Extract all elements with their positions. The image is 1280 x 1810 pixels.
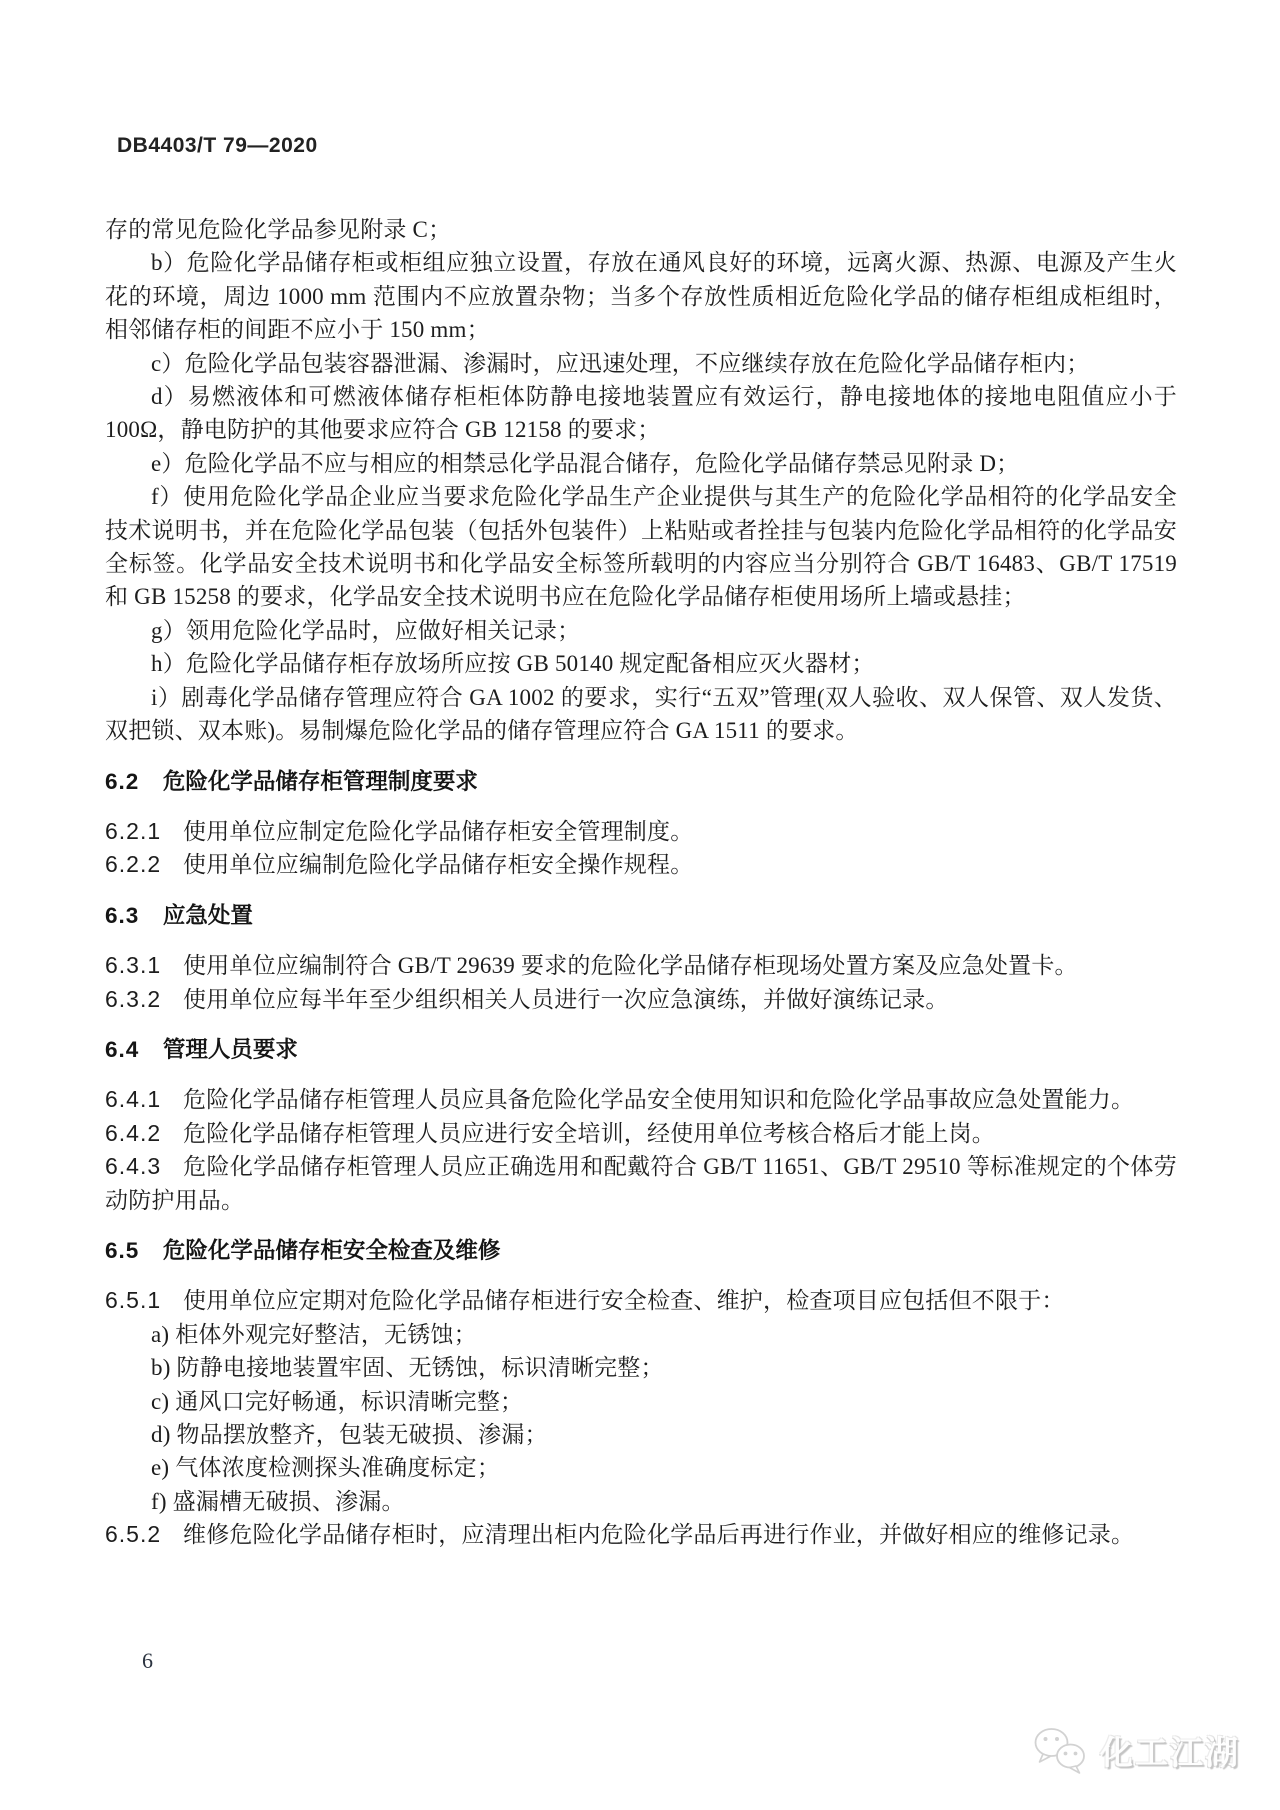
clause-6-5-2 xyxy=(105,1518,1177,1551)
clause-number: 6.2.1 xyxy=(105,817,162,844)
clause-text: 使用单位应编制危险化学品储存柜安全操作规程。 xyxy=(183,852,694,878)
page-number: 6 xyxy=(142,1648,153,1673)
clause-text: 使用单位应每半年至少组织相关人员进行一次应急演练，并做好演练记录。 xyxy=(183,986,949,1012)
list-item-d: d）易燃液体和可燃液体储存柜柜体防静电接地装置应有效运行，静电接地体的接地电阻值应小于 100Ω，静电防护的其他要求应符合 GB 12158 的要求； xyxy=(105,384,1177,443)
clause-number: 6.3.1 xyxy=(105,952,162,979)
clause-number: 6.3.2 xyxy=(105,985,162,1012)
checklist-item-f: f) 盛漏槽无破损、渗漏。 xyxy=(151,1488,405,1514)
clause-text: 危险化学品储存柜管理人员应具备危险化学品安全使用知识和危险化学品事故应急处置能力。 xyxy=(183,1087,1135,1113)
section-heading-6-5 xyxy=(105,1234,1177,1267)
list-item-i: i）剧毒化学品储存管理应符合 GA 1002 的要求，实行“五双”管理(双人验收、双人保管、双人发货、双把锁、双本账)。易制爆危险化学品的储存管理应符合 GA 1511 的要求。 xyxy=(105,684,1177,744)
clause-number: 6.5.2 xyxy=(105,1521,162,1548)
clause-6-3-2 xyxy=(105,983,1177,1016)
clause-6-4-2 xyxy=(105,1117,1177,1150)
clause-text: 维修危险化学品储存柜时，应清理出柜内危险化学品后再进行作业，并做好相应的维修记录。 xyxy=(183,1522,1135,1548)
checklist-item-b: b) 防静电接地装置牢固、无锈蚀，标识清晰完整； xyxy=(151,1355,664,1381)
clause-6-4-1 xyxy=(105,1083,1177,1116)
watermark xyxy=(1031,1726,1240,1774)
standard-code: DB4403/T 79—2020 xyxy=(117,134,318,157)
clause-number: 6.5.1 xyxy=(105,1287,162,1314)
section-heading-6-3 xyxy=(105,899,1177,932)
clause-text: 危险化学品储存柜管理人员应进行安全培训，经使用单位考核合格后才能上岗。 xyxy=(183,1120,995,1146)
watermark-text: 化工江湖 xyxy=(1100,1733,1240,1771)
checklist-item-d: d) 物品摆放整齐，包装无破损、渗漏； xyxy=(151,1422,548,1447)
list-item-h: h）危险化学品储存柜存放场所应按 GB 50140 规定配备相应灭火器材； xyxy=(151,651,875,677)
section-number: 6.5 xyxy=(105,1237,140,1263)
document-body xyxy=(105,213,1177,1552)
section-number: 6.3 xyxy=(105,902,140,928)
section-title: 管理人员要求 xyxy=(162,1036,298,1062)
clause-number: 6.4.1 xyxy=(105,1086,162,1113)
list-item-g: g）领用危险化学品时，应做好相关记录； xyxy=(151,617,581,643)
clause-6-2-1 xyxy=(105,815,1177,848)
section-number: 6.4 xyxy=(105,1036,140,1062)
checklist-item-a: a) 柜体外观完好整洁，无锈蚀； xyxy=(151,1321,477,1347)
clause-6-5-1 xyxy=(105,1284,1177,1317)
list-item-f: f）使用危险化学品企业应当要求危险化学品生产企业提供与其生产的危险化学品相符的化学品安全技术说明书，并在危险化学品包装（包括外包装件）上粘贴或者拴挂与包装内危险化学品相符的化学品安全标签。化学品安全技术说明书和化学品安全标签所载明的内容应当分别符合 GB/T 16483、GB/T 17519 和 GB 15258 的要求，化学品安全技术说明书应在危险化学品储存柜使用场所上墙或悬挂； xyxy=(105,484,1177,610)
clause-6-2-2 xyxy=(105,848,1177,881)
clause-text: 使用单位应编制符合 GB/T 29639 要求的危险化学品储存柜现场处置方案及应急处置卡。 xyxy=(183,953,1078,979)
section-heading-6-2 xyxy=(105,765,1177,798)
list-item-e: e）危险化学品不应与相应的相禁忌化学品混合储存，危险化学品储存禁忌见附录 D； xyxy=(151,450,1020,476)
section-heading-6-4 xyxy=(105,1033,1177,1066)
clause-6-4-3 xyxy=(105,1150,1177,1217)
clause-text: 使用单位应定期对危险化学品储存柜进行安全检查、维护，检查项目应包括但不限于： xyxy=(183,1288,1065,1314)
list-item-c: c）危险化学品包装容器泄漏、渗漏时，应迅速处理，不应继续存放在危险化学品储存柜内； xyxy=(151,350,1090,376)
clause-number: 6.2.2 xyxy=(105,851,162,878)
clause-text: 危险化学品储存柜管理人员应正确选用和配戴符合 GB/T 11651、GB/T 29510 等标准规定的个体劳动防护用品。 xyxy=(105,1154,1177,1213)
section-number: 6.2 xyxy=(105,768,140,794)
checklist-item-e: e) 气体浓度检测探头准确度标定； xyxy=(151,1455,501,1481)
continued-paragraph: 存的常见危险化学品参见附录 C； xyxy=(105,217,452,242)
list-item-b: b）危险化学品储存柜或柜组应独立设置，存放在通风良好的环境，远离火源、热源、电源及产生火花的环境，周边 1000 mm 范围内不应放置杂物；当多个存放性质相近危险化学品的储存柜组成柜组时，相邻储存柜的间距不应小于 150 mm； xyxy=(105,250,1177,343)
clause-text: 使用单位应制定危险化学品储存柜安全管理制度。 xyxy=(183,818,694,844)
clause-number: 6.4.2 xyxy=(105,1119,162,1146)
section-title: 危险化学品储存柜管理制度要求 xyxy=(162,768,478,794)
section-title: 应急处置 xyxy=(162,902,253,928)
clause-number: 6.4.3 xyxy=(105,1153,162,1180)
checklist-item-c: c) 通风口完好畅通，标识清晰完整； xyxy=(151,1388,524,1414)
wechat-icon xyxy=(1031,1726,1091,1774)
section-title: 危险化学品储存柜安全检查及维修 xyxy=(162,1237,501,1263)
clause-6-3-1 xyxy=(105,949,1177,982)
